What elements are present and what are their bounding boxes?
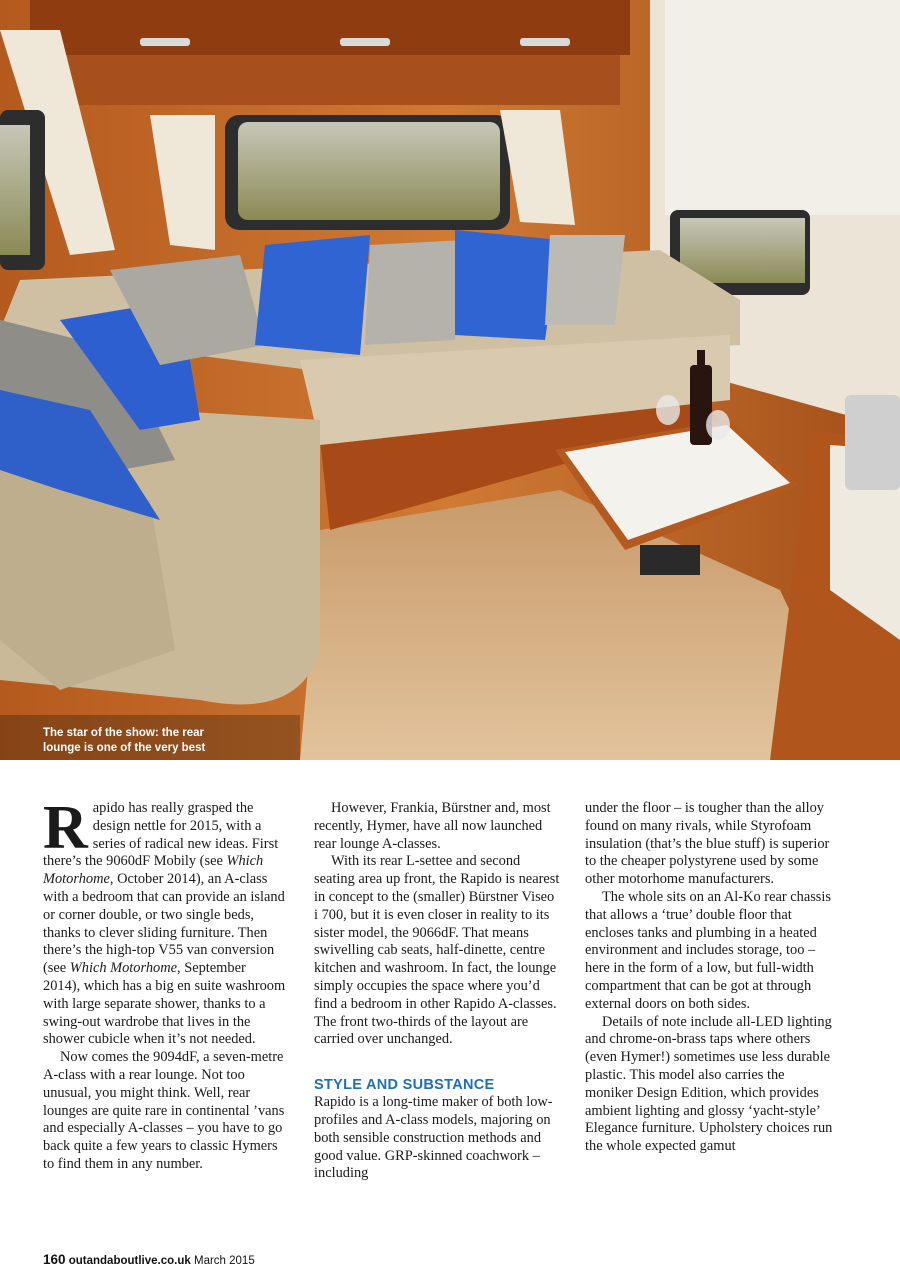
paragraph: Rapido is a long-time maker of both low-profiles and A-class models, majoring on both sensible construction methods and good value. GRP-skinned coachwork – including [314,1094,553,1182]
issue-date: March 2015 [193,1255,255,1267]
text-run: , September 2014), which has a big en suite washroom with large separate shower, thanks to a swing-out wardrobe that lives in the shower cubicle when it’s not needed. [43,960,286,1048]
drop-cap: R [43,794,88,862]
article-column-3 [585,800,835,1156]
text-run: apido has really grasped the design nettle for 2015, with a series of radical new ideas. First there’s the 9060dF Mobily (see [43,800,279,870]
paragraph: under the floor – is tougher than the alloy found on many rivals, while Styrofoam insulation (that’s the blue stuff) is superior to the cheaper polystyrene used by some other motorhome manufacturers. [585,800,830,888]
caption-line-1: The star of the show: the rear [43,727,205,739]
text-run: , October 2014), an A-class with a bedroom that can provide an island or corner double, or two single beds, thanks to clever sliding furniture. Then there’s the high-top V55 van conversion (see [43,871,285,977]
page-footer [43,1252,255,1267]
paragraph: Now comes the 9094dF, a seven-metre A-class with a rear lounge. Not too unusual, you might think. Well, rear lounges are quite rare in continental ’vans and especially A-classes – you have to go back quite a few years to classic Hymers to find them in any number. [43,1049,285,1172]
photo-caption [43,726,263,756]
article-column-2 [314,800,561,1183]
paragraph: Details of note include all-LED lighting and chrome-on-brass taps where others (even Hymer!) sometimes use less durable plastic. This model also carries the moniker Design Edition, which provides ambient lighting and glossy ‘yacht-style’ Elegance furniture. Upholstery choices run the whole expected gamut [585,1013,833,1155]
publication-title: Which Motorhome [69,960,178,977]
site-url: outandaboutlive.co.uk [68,1255,191,1267]
page-number: 160 [43,1252,66,1267]
article-column-1 [43,794,286,1174]
paragraph [43,794,286,1049]
paragraph: However, Frankia, Bürstner and, most recently, Hymer, have all now launched rear lounge A-classes. [314,800,551,852]
caption-line-2: lounge is one of the very best [43,742,206,754]
paragraph: With its rear L-settee and second seating area up front, the Rapido is nearest in concept to the (smaller) Bürstner Viseo i 700, but it is even closer in reality to its sister model, the 9066dF. That means swivelling cab seats, half-dinette, centre kitchen and washroom. In fact, the lounge simply occupies the space where you’d find a bedroom in other Rapido A-classes. The front two-thirds of the layout are carried over unchanged. [314,853,560,1048]
publication-title: Which Motorhome [43,853,264,888]
section-heading: STYLE AND SUBSTANCE [314,1077,495,1094]
paragraph: The whole sits on an Al-Ko rear chassis that allows a ‘true’ double floor that encloses tanks and plumbing in a heated environment and includes storage, too – here in the form of a low, but full-width compartment that can be got at through external doors on both sides. [585,888,831,1012]
